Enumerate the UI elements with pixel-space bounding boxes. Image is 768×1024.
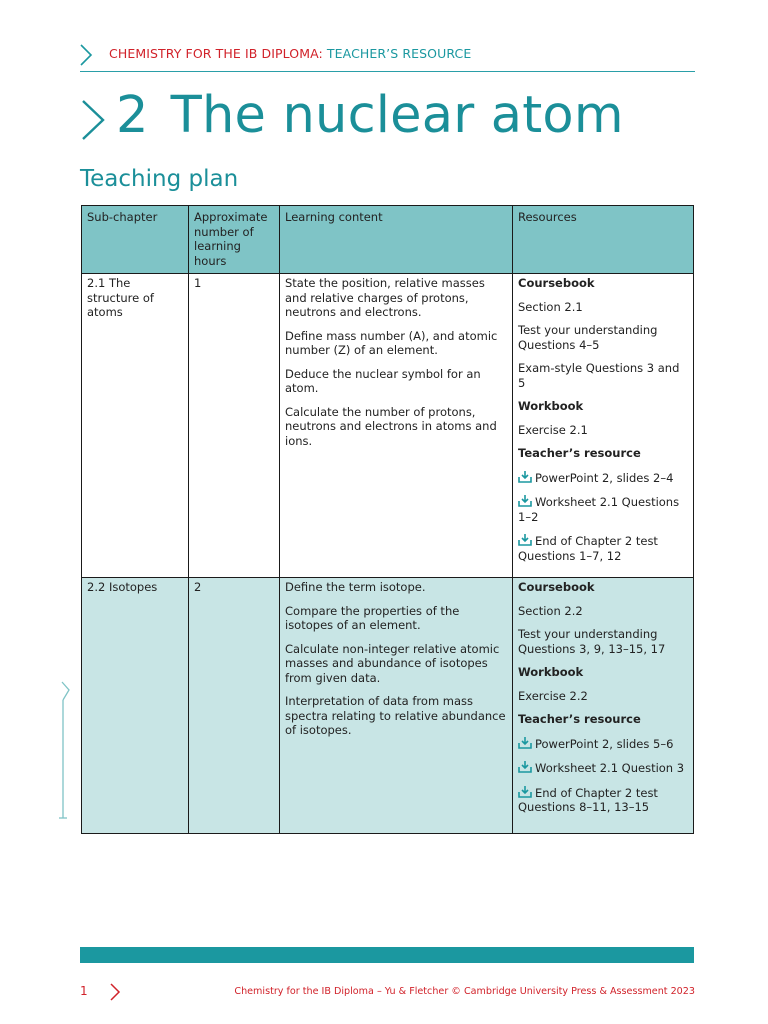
- content-cell: [280, 274, 513, 578]
- margin-bracket-marker: [58, 680, 74, 820]
- content-item: Calculate the number of protons, neutrons and electrons in atoms and ions.: [285, 404, 497, 448]
- chevron-right-icon: [79, 43, 93, 67]
- download-link[interactable]: [518, 785, 688, 815]
- content-item: Compare the properties of the isotopes of an element.: [285, 603, 460, 632]
- download-link[interactable]: [518, 494, 688, 524]
- hours-cell: 2: [189, 578, 280, 834]
- download-icon: [518, 470, 532, 483]
- header-cell: Sub-chapter: [82, 206, 189, 274]
- table-row: [82, 578, 694, 834]
- header-rule: [80, 71, 695, 72]
- chapter-title: 2 The nuclear atom: [116, 86, 624, 145]
- resource-item: Test your understanding Questions 3, 9, 13–15, 17: [518, 627, 666, 656]
- content-item: Deduce the nuclear symbol for an atom.: [285, 366, 481, 395]
- download-label: Worksheet 2.1 Questions 1–2: [518, 495, 680, 524]
- download-link[interactable]: [518, 760, 688, 776]
- running-header: CHEMISTRY FOR THE IB DIPLOMA: TEACHER’S RESOURCE: [109, 46, 472, 61]
- resource-item: Section 2.1: [518, 299, 583, 314]
- page-number: 1: [80, 984, 88, 998]
- chevron-right-icon: [109, 982, 121, 1002]
- download-label: PowerPoint 2, slides 2–4: [535, 470, 674, 485]
- table-header-row: [82, 206, 694, 274]
- resource-item: Exercise 2.1: [518, 422, 588, 437]
- subchapter-cell: 2.1 The structure of atoms: [82, 274, 189, 578]
- download-icon: [518, 533, 532, 546]
- table-row: [82, 274, 694, 578]
- header-cell: Approximate number of learning hours: [189, 206, 280, 274]
- resource-item: Exam-style Questions 3 and 5: [518, 361, 680, 390]
- coursebook-heading: Coursebook: [518, 580, 595, 594]
- content-cell: [280, 578, 513, 834]
- workbook-heading: Workbook: [518, 665, 584, 679]
- download-icon: [518, 494, 532, 507]
- content-item: Interpretation of data from mass spectra relating to relative abundance of isotopes.: [285, 694, 506, 737]
- download-label: PowerPoint 2, slides 5–6: [535, 736, 674, 751]
- teacher-resource-heading: Teacher’s resource: [518, 446, 641, 460]
- download-link[interactable]: [518, 736, 688, 752]
- download-icon: [518, 785, 532, 798]
- resource-item: Exercise 2.2: [518, 688, 588, 703]
- download-label: End of Chapter 2 test Questions 8–11, 13–15: [518, 785, 658, 814]
- content-item: Define mass number (A), and atomic number (Z) of an element.: [285, 328, 498, 357]
- resource-item: Test your understanding Questions 4–5: [518, 323, 658, 352]
- download-link[interactable]: [518, 533, 688, 563]
- content-item: State the position, relative masses and relative charges of protons, neutrons and electrons.: [285, 276, 485, 319]
- footer-credit: Chemistry for the IB Diploma – Yu & Fletcher © Cambridge University Press & Assessment 2023: [234, 986, 695, 997]
- teaching-plan-table: [81, 205, 694, 834]
- content-item: Calculate non-integer relative atomic masses and abundance of isotopes from given data.: [285, 641, 500, 685]
- header-cell: Learning content: [280, 206, 513, 274]
- chevron-right-icon: [79, 98, 107, 142]
- resource-item: Section 2.2: [518, 603, 583, 618]
- download-icon: [518, 736, 532, 749]
- resources-cell: [513, 578, 694, 834]
- download-icon: [518, 760, 532, 773]
- hours-cell: 1: [189, 274, 280, 578]
- footer-band: [80, 947, 694, 963]
- coursebook-heading: Coursebook: [518, 276, 595, 290]
- section-title: Teaching plan: [80, 166, 239, 192]
- workbook-heading: Workbook: [518, 399, 584, 413]
- resources-cell: [513, 274, 694, 578]
- download-label: End of Chapter 2 test Questions 1–7, 12: [518, 534, 658, 563]
- header-cell: Resources: [513, 206, 694, 274]
- subchapter-cell: 2.2 Isotopes: [82, 578, 189, 834]
- download-link[interactable]: [518, 470, 688, 486]
- download-label: Worksheet 2.1 Question 3: [535, 761, 685, 775]
- teacher-resource-heading: Teacher’s resource: [518, 712, 641, 726]
- content-item: Define the term isotope.: [285, 580, 426, 594]
